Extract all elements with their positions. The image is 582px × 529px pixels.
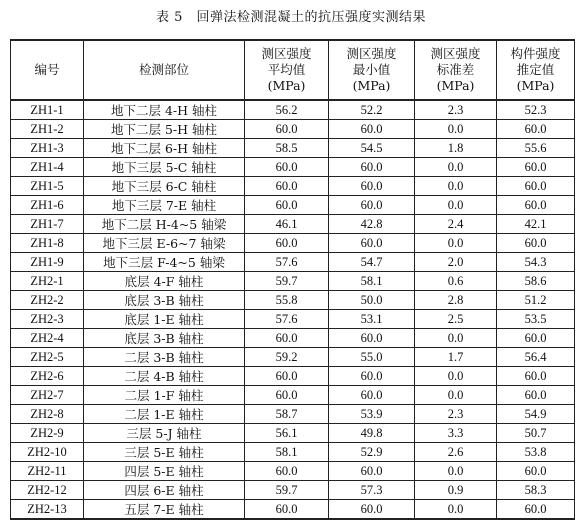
table-row [11, 139, 575, 158]
table-row [11, 120, 575, 139]
cell-estimated: 60.0 [497, 177, 575, 196]
cell-minimum: 58.1 [329, 272, 415, 291]
cell-location: 地下二层 H-4~5 轴梁 [84, 215, 245, 234]
header-line: 推定值 [516, 62, 555, 77]
cell-average: 57.6 [245, 310, 329, 329]
cell-minimum: 42.8 [329, 215, 415, 234]
header-stddev [415, 40, 497, 100]
cell-estimated: 50.7 [497, 424, 575, 443]
header-estimated [497, 40, 575, 100]
cell-stddev: 1.7 [415, 348, 497, 367]
cell-estimated: 60.0 [497, 196, 575, 215]
header-row [11, 40, 575, 100]
cell-location: 地下二层 4-H 轴柱 [84, 100, 245, 120]
cell-id: ZH2-6 [11, 367, 84, 386]
header-id [11, 40, 84, 100]
cell-id: ZH1-4 [11, 158, 84, 177]
table-row [11, 386, 575, 405]
cell-average: 60.0 [245, 158, 329, 177]
cell-average: 59.2 [245, 348, 329, 367]
cell-estimated: 60.0 [497, 462, 575, 481]
cell-average: 59.7 [245, 481, 329, 500]
header-location [84, 40, 245, 100]
cell-id: ZH1-6 [11, 196, 84, 215]
cell-average: 46.1 [245, 215, 329, 234]
table-row [11, 424, 575, 443]
header-line: (MPa) [352, 78, 391, 93]
table-row [11, 272, 575, 291]
cell-location: 四层 5-E 轴柱 [84, 462, 245, 481]
cell-estimated: 51.2 [497, 291, 575, 310]
table-row [11, 253, 575, 272]
cell-stddev: 2.4 [415, 215, 497, 234]
cell-location: 地下三层 6-C 轴柱 [84, 177, 245, 196]
table-row [11, 348, 575, 367]
table-row [11, 158, 575, 177]
cell-estimated: 60.0 [497, 386, 575, 405]
cell-estimated: 60.0 [497, 329, 575, 348]
header-line: (MPa) [516, 78, 555, 93]
cell-stddev: 0.0 [415, 500, 497, 520]
cell-stddev: 0.0 [415, 158, 497, 177]
table-row [11, 291, 575, 310]
cell-location: 二层 4-B 轴柱 [84, 367, 245, 386]
table-row [11, 215, 575, 234]
cell-estimated: 53.8 [497, 443, 575, 462]
cell-minimum: 57.3 [329, 481, 415, 500]
cell-minimum: 60.0 [329, 120, 415, 139]
cell-location: 地下二层 5-H 轴柱 [84, 120, 245, 139]
table-row [11, 462, 575, 481]
cell-id: ZH1-9 [11, 253, 84, 272]
cell-average: 56.2 [245, 100, 329, 120]
cell-average: 60.0 [245, 329, 329, 348]
cell-average: 60.0 [245, 196, 329, 215]
cell-estimated: 58.3 [497, 481, 575, 500]
cell-minimum: 60.0 [329, 500, 415, 520]
cell-estimated: 53.5 [497, 310, 575, 329]
cell-location: 三层 5-J 轴柱 [84, 424, 245, 443]
cell-id: ZH2-11 [11, 462, 84, 481]
cell-minimum: 49.8 [329, 424, 415, 443]
table-row [11, 196, 575, 215]
cell-estimated: 60.0 [497, 367, 575, 386]
header-line: (MPa) [267, 78, 306, 93]
cell-minimum: 54.5 [329, 139, 415, 158]
cell-average: 58.7 [245, 405, 329, 424]
cell-location: 三层 5-E 轴柱 [84, 443, 245, 462]
cell-id: ZH2-9 [11, 424, 84, 443]
header-line: 标准差 [436, 62, 475, 77]
cell-minimum: 50.0 [329, 291, 415, 310]
cell-average: 58.1 [245, 443, 329, 462]
cell-average: 60.0 [245, 386, 329, 405]
cell-minimum: 60.0 [329, 386, 415, 405]
cell-stddev: 0.0 [415, 462, 497, 481]
cell-minimum: 60.0 [329, 158, 415, 177]
cell-id: ZH2-4 [11, 329, 84, 348]
cell-id: ZH2-13 [11, 500, 84, 520]
cell-location: 地下三层 E-6~7 轴梁 [84, 234, 245, 253]
table-row [11, 234, 575, 253]
cell-location: 二层 1-E 轴柱 [84, 405, 245, 424]
cell-average: 60.0 [245, 177, 329, 196]
cell-location: 地下三层 7-E 轴柱 [84, 196, 245, 215]
cell-minimum: 60.0 [329, 462, 415, 481]
cell-minimum: 53.1 [329, 310, 415, 329]
cell-estimated: 60.0 [497, 120, 575, 139]
cell-estimated: 42.1 [497, 215, 575, 234]
cell-stddev: 0.0 [415, 367, 497, 386]
cell-minimum: 60.0 [329, 234, 415, 253]
header-line: 构件强度 [510, 46, 561, 61]
table-row [11, 329, 575, 348]
cell-location: 地下三层 F-4~5 轴梁 [84, 253, 245, 272]
header-minimum [329, 40, 415, 100]
cell-location: 底层 1-E 轴柱 [84, 310, 245, 329]
cell-id: ZH2-12 [11, 481, 84, 500]
cell-location: 地下二层 6-H 轴柱 [84, 139, 245, 158]
header-line: 测区强度 [261, 46, 312, 61]
cell-id: ZH2-1 [11, 272, 84, 291]
table-header [11, 40, 575, 100]
table-row [11, 367, 575, 386]
cell-average: 60.0 [245, 234, 329, 253]
header-average [245, 40, 329, 100]
table-row [11, 481, 575, 500]
cell-stddev: 2.3 [415, 100, 497, 120]
header-line: 测区强度 [430, 46, 481, 61]
cell-estimated: 54.9 [497, 405, 575, 424]
cell-average: 60.0 [245, 500, 329, 520]
cell-stddev: 3.3 [415, 424, 497, 443]
cell-minimum: 52.2 [329, 100, 415, 120]
table-row [11, 310, 575, 329]
cell-location: 二层 3-B 轴柱 [84, 348, 245, 367]
cell-id: ZH1-8 [11, 234, 84, 253]
cell-minimum: 55.0 [329, 348, 415, 367]
table-row [11, 177, 575, 196]
header-line: 最小值 [352, 62, 391, 77]
cell-id: ZH2-5 [11, 348, 84, 367]
cell-stddev: 2.0 [415, 253, 497, 272]
cell-id: ZH2-10 [11, 443, 84, 462]
cell-stddev: 0.0 [415, 177, 497, 196]
cell-average: 58.5 [245, 139, 329, 158]
cell-stddev: 0.0 [415, 120, 497, 139]
cell-location: 四层 6-E 轴柱 [84, 481, 245, 500]
cell-stddev: 2.5 [415, 310, 497, 329]
cell-stddev: 2.3 [415, 405, 497, 424]
cell-estimated: 60.0 [497, 234, 575, 253]
cell-estimated: 54.3 [497, 253, 575, 272]
cell-estimated: 60.0 [497, 158, 575, 177]
cell-stddev: 2.8 [415, 291, 497, 310]
cell-stddev: 0.6 [415, 272, 497, 291]
header-line: 平均值 [267, 62, 306, 77]
cell-average: 60.0 [245, 120, 329, 139]
cell-stddev: 1.8 [415, 139, 497, 158]
strength-results-table [10, 39, 575, 520]
cell-minimum: 54.7 [329, 253, 415, 272]
cell-average: 56.1 [245, 424, 329, 443]
table-body [11, 100, 575, 519]
header-line: 检测部位 [138, 62, 189, 77]
cell-id: ZH2-7 [11, 386, 84, 405]
table-caption: 表 5 回弹法检测混凝土的抗压强度实测结果 [156, 10, 426, 25]
cell-stddev: 0.0 [415, 196, 497, 215]
cell-id: ZH2-8 [11, 405, 84, 424]
cell-average: 57.6 [245, 253, 329, 272]
cell-minimum: 60.0 [329, 177, 415, 196]
cell-location: 五层 7-E 轴柱 [84, 500, 245, 520]
cell-id: ZH1-1 [11, 100, 84, 120]
cell-stddev: 0.0 [415, 329, 497, 348]
table-row [11, 405, 575, 424]
table-row [11, 100, 575, 120]
header-line: 编号 [34, 62, 60, 77]
cell-id: ZH1-3 [11, 139, 84, 158]
cell-location: 底层 3-B 轴柱 [84, 291, 245, 310]
table-row [11, 500, 575, 520]
cell-location: 底层 3-B 轴柱 [84, 329, 245, 348]
cell-estimated: 56.4 [497, 348, 575, 367]
cell-minimum: 60.0 [329, 367, 415, 386]
cell-location: 地下三层 5-C 轴柱 [84, 158, 245, 177]
cell-average: 60.0 [245, 462, 329, 481]
cell-stddev: 0.9 [415, 481, 497, 500]
table-row [11, 443, 575, 462]
cell-id: ZH1-5 [11, 177, 84, 196]
cell-stddev: 2.6 [415, 443, 497, 462]
cell-id: ZH2-2 [11, 291, 84, 310]
cell-id: ZH1-7 [11, 215, 84, 234]
cell-average: 60.0 [245, 367, 329, 386]
cell-average: 55.8 [245, 291, 329, 310]
cell-estimated: 60.0 [497, 500, 575, 520]
cell-minimum: 52.9 [329, 443, 415, 462]
cell-location: 二层 1-F 轴柱 [84, 386, 245, 405]
cell-estimated: 55.6 [497, 139, 575, 158]
cell-minimum: 53.9 [329, 405, 415, 424]
cell-minimum: 60.0 [329, 329, 415, 348]
cell-id: ZH1-2 [11, 120, 84, 139]
header-line: 测区强度 [346, 46, 397, 61]
cell-estimated: 52.3 [497, 100, 575, 120]
cell-minimum: 60.0 [329, 196, 415, 215]
cell-estimated: 58.6 [497, 272, 575, 291]
header-line: (MPa) [436, 78, 475, 93]
cell-location: 底层 4-F 轴柱 [84, 272, 245, 291]
cell-id: ZH2-3 [11, 310, 84, 329]
cell-stddev: 0.0 [415, 234, 497, 253]
cell-stddev: 0.0 [415, 386, 497, 405]
cell-average: 59.7 [245, 272, 329, 291]
